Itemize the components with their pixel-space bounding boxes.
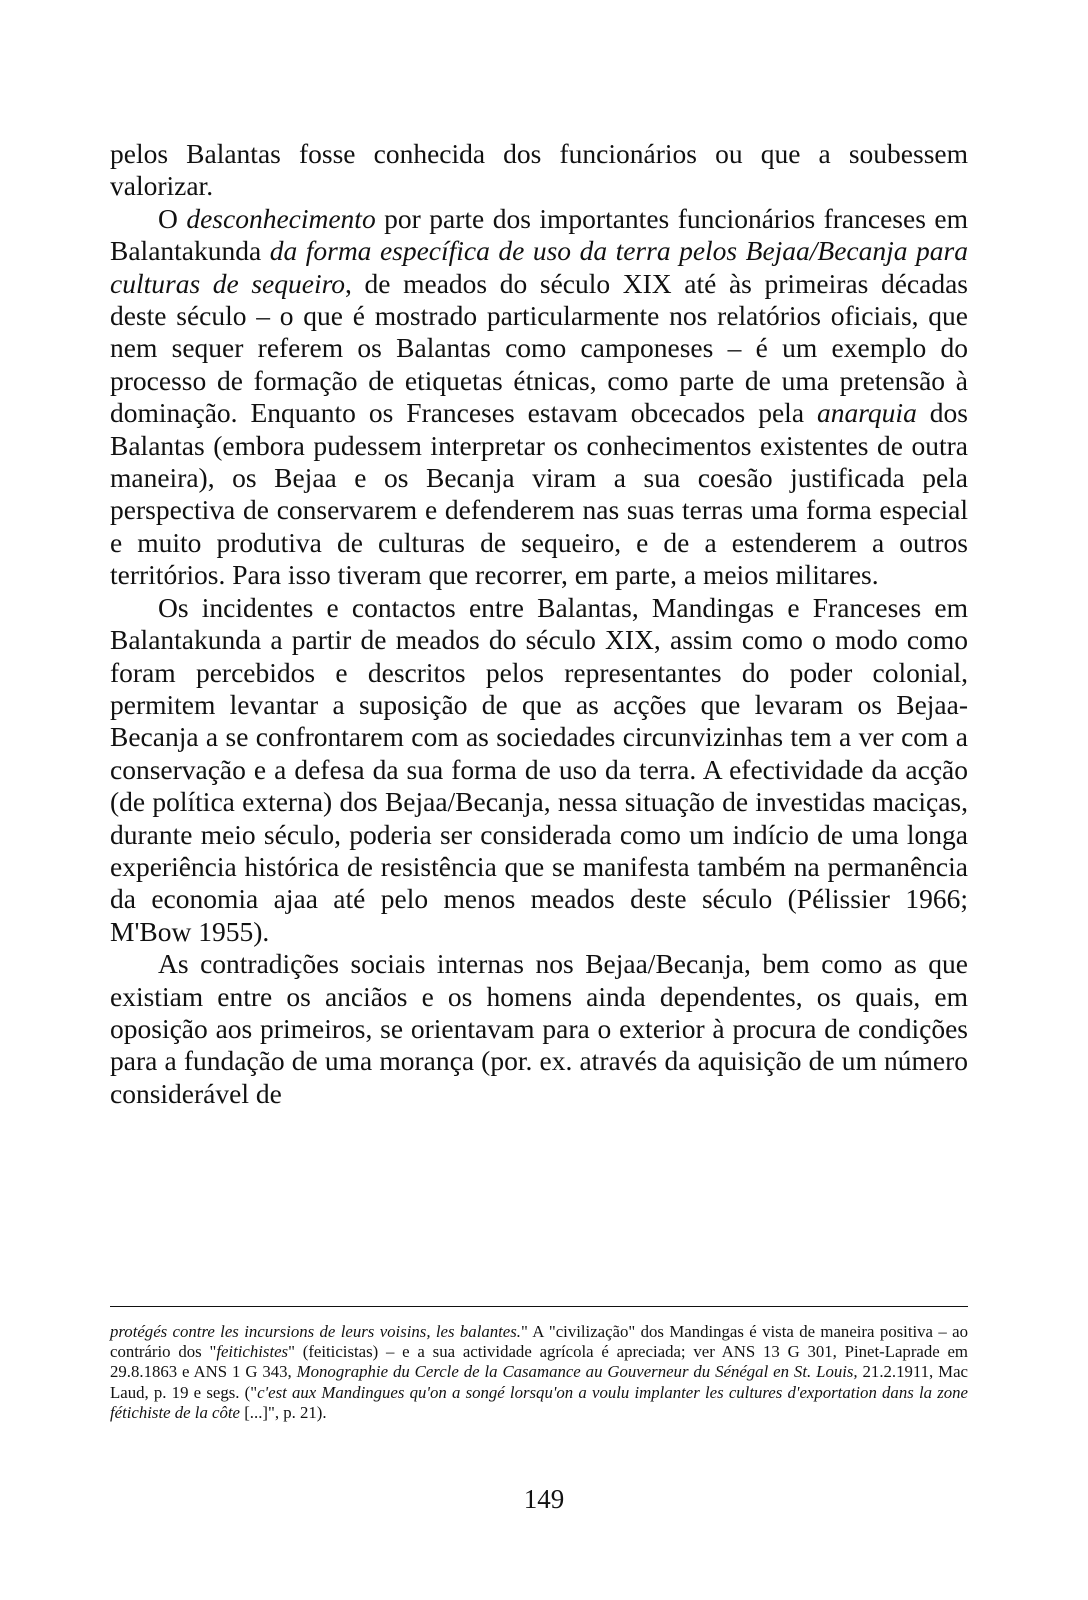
text-run: Os incidentes e contactos entre Balantas, Mandingas e Franceses em Balantakunda a partir de meados do século XIX, assim como o modo como foram percebidos e descritos pelos representantes do poder colonial, permitem levantar a suposição de que as acções que levaram os Bejaa-Becanja a se confrontarem com as sociedades circunvizinhas tem a ver com a conservação e a defesa da sua forma de uso da terra. A efectividade da acção (de política externa) dos Bejaa/Becanja, nessa situação de investidas maciças, durante meio século, poderia ser considerada como um indício de uma longa experiência histórica de resistência que se manifesta também na permanência da economia ajaa até pelo menos meados deste século (Pélissier 1966; M'Bow 1955).: [110, 591, 968, 947]
text-run: [...]", p. 21).: [240, 1402, 327, 1422]
paragraph-4: [110, 948, 968, 1110]
italic-run: c'est aux Mandingues qu'on a songé lorsqu'on a voulu implanter les cultures d'exportation dans la zone fétichiste de la côte: [110, 1382, 968, 1422]
text-run: pelos Balantas fosse conhecida dos funcionários ou que a soubessem valorizar.: [110, 138, 968, 202]
italic-run: anarquia: [817, 397, 917, 429]
text-run: dos Balantas (embora pudessem interpretar os conhecimentos existentes de outra maneira), os Bejaa e os Becanja viram a sua coesão justificada pela perspectiva de conservarem e defenderem nas suas terras uma forma especial e muito produtiva de culturas de sequeiro, e de a estenderem a outros territórios. Para isso tiveram que recorrer, em parte, a meios militares.: [110, 397, 968, 591]
text-run: As contradições sociais internas nos Bejaa/Becanja, bem como as que existiam entre os anciãos e os homens ainda dependentes, os quais, em oposição aos primeiros, se orientavam para o exterior à procura de condições para a fundação de uma morança (por. ex. através da aquisição de um número considerável de: [110, 948, 968, 1109]
footnote: [110, 1322, 968, 1423]
text-run: O: [158, 202, 187, 234]
footnote-divider: [110, 1306, 968, 1307]
body-text: [110, 138, 968, 1110]
text-run: por parte dos importantes funcionários franceses em Balantakunda: [110, 202, 968, 267]
italic-run: protégés contre les incursions de leurs voisins, les balantes.: [110, 1322, 521, 1341]
paragraph-3: [110, 592, 968, 948]
italic-run: Monographie du Cercle de la Casamance au Gouverneur du Sénégal en St. Louis,: [296, 1362, 858, 1382]
italic-run: desconhecimento: [186, 202, 376, 234]
italic-run: feitichistes: [216, 1342, 289, 1362]
italic-run: da forma específica de uso da terra pelos Bejaa/Becanja para culturas de sequeiro: [110, 235, 968, 299]
text-run: " A "civilização" dos Mandingas é vista de maneira positiva – ao contrário dos ": [110, 1322, 968, 1362]
text-run: , de meados do século XIX até às primeiras décadas deste século – o que é mostrado particularmente nos relatórios oficiais, que nem sequer referem os Balantas como camponeses – é um exemplo do processo de formação de etiquetas étnicas, como parte de uma pretensão à dominação. Enquanto os Franceses estavam obcecados pela: [110, 267, 968, 429]
paragraph-1: [110, 138, 968, 203]
page-number: 149: [523, 1484, 565, 1514]
footnote-text: [110, 1322, 968, 1423]
text-run: " (feiticistas) – e a sua actividade agrícola é apreciada; ver ANS 13 G 301, Pinet-Laprade em 29.8.1863 e ANS 1 G 343,: [110, 1342, 968, 1382]
paragraph-2: [110, 203, 968, 592]
text-run: 21.2.1911, Mac Laud, p. 19 e segs. (": [110, 1362, 968, 1402]
